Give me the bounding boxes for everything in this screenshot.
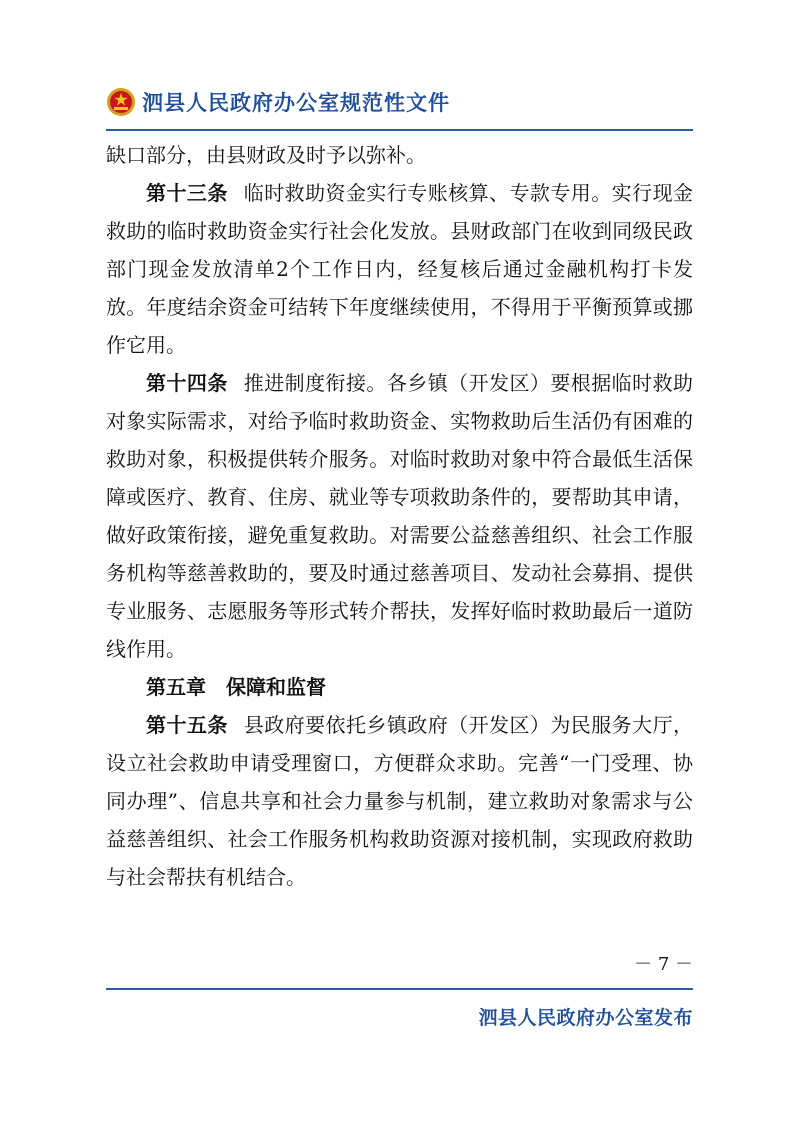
header-divider [106,129,693,131]
article-text: 县政府要依托乡镇政府（开发区）为民服务大厅，设立社会救助申请受理窗口，方便群众求助。完善“一门受理、协同办理”、信息共享和社会力量参与机制，建立救助对象需求与公益慈善组织、社会工作服务机构救助资源对接机制，实现政府救助与社会帮扶有机结合。 [106,713,694,889]
footer-divider [106,988,693,990]
article-14 [106,364,693,668]
chapter-title: 保障和监督 [226,675,326,699]
document-body [106,136,693,896]
national-emblem-icon [106,87,136,117]
article-13 [106,174,693,364]
chapter-number: 第五章 [146,675,206,699]
chapter-heading [106,668,693,706]
paragraph-text: 缺口部分，由县财政及时予以弥补。 [106,143,426,167]
article-heading: 第十五条 [146,713,228,737]
paragraph-continuation [106,136,693,174]
page-number: － 7 － [634,954,693,975]
document-header [106,82,450,122]
article-text: 临时救助资金实行专账核算、专款专用。实行现金救助的临时救助资金实行社会化发放。县财政部门在收到同级民政部门现金发放清单2个工作日内，经复核后通过金融机构打卡发放。年度结余资金可结转下年度继续使用，不得用于平衡预算或挪作它用。 [106,181,694,357]
article-15 [106,706,693,896]
footer-publisher: 泗县人民政府办公室发布 [478,1007,693,1029]
article-text: 推进制度衔接。各乡镇（开发区）要根据临时救助对象实际需求，对给予临时救助资金、实物救助后生活仍有困难的救助对象，积极提供转介服务。对临时救助对象中符合最低生活保障或医疗、教育、住房、就业等专项救助条件的，要帮助其申请，做好政策衔接，避免重复救助。对需要公益慈善组织、社会工作服务机构等慈善救助的，要及时通过慈善项目、发动社会募捐、提供专业服务、志愿服务等形式转介帮扶，发挥好临时救助最后一道防线作用。 [106,371,694,661]
header-title: 泗县人民政府办公室规范性文件 [142,91,450,115]
article-heading: 第十四条 [146,371,228,395]
article-heading: 第十三条 [146,181,228,205]
